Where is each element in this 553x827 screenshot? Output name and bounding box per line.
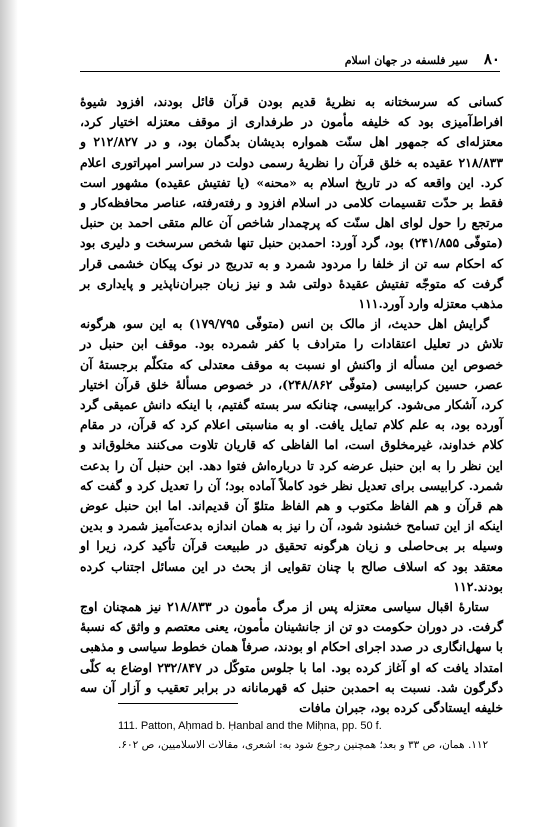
footnote-rule [118, 703, 238, 704]
page-number: ۸۰ [483, 50, 500, 68]
body-text [80, 92, 503, 718]
footnote-111: 111. Patton, Aḥmad b. Ḥanbal and the Miḥna, pp. 50 f. [118, 720, 382, 732]
page-header [80, 50, 500, 72]
paragraph: کسانی که سرسختانه به نظریۀ قدیم بودن قرآن قائل بودند، افزود شیوۀ افراط‌آمیزی بود که خلیفه مأمون در طرفداری از موقف معتزله اختیار کرد، معتزله‌ای که جمهور اهل سنّت همواره بدیشان بدگمان بود، و در ۲۱۲/۸۲۷ و ۲۱۸/۸۳۳ عقیده به خلق قرآن را نظریۀ رسمی دولت در سراسر امپراتوری اعلام کرد. این واقعه که در تاریخ اسلام به «محنه» (یا تفتیش عقیده) مشهور است فقط بر حدّت تقسیمات کلامی در اسلام افزود و رفته‌رفته، عناصر محافظه‌کار و مرتجع را حول لوای اهل سنّت که پرچمدار شاخص آن عالم متقی احمد بن حنبل (متوفّی ۲۴۱/۸۵۵) بود، گرد آورد: احمدبن حنبل تنها شخص سرسخت و دلیری بود که احکام سه تن از خلفا را مردود شمرد و به تدریج در نوک پیکان خشمی قرار گرفت که متوجّه تفتیش عقیدۀ دولتی شد و نیز زبان جبران‌ناپذیر و پایداری بر مذهب معتزله وارد آورد.۱۱۱ [80, 94, 503, 312]
paragraph: گرایش اهل حدیث، از مالک بن انس (متوفّی ۱۷۹/۷۹۵) به این سو، هرگونه تلاش در تعلیل اعتقادات را مترادف با کفر شمرده بود. موقف ابن حنبل در خصوص این مسأله از واکنش او نسبت به موقف معتدلی که متکلّم برجستۀ آن عصر، حسین کرابیسی (متوفّی ۲۴۸/۸۶۲)، در خصوص مسألۀ خلق قرآن اختیار کرد، آشکار می‌شود. کرابیسی، چنانکه سر بسته گفتیم، با اینکه دانش عمیقی گرد آورده بود، به علم کلام تمایل یافت. او به مناسبتی اعلام کرد که قرآن، در مقام کلام خداوند، غیرمخلوق است، اما الفاظی که قاریان تلاوت می‌کنند مخلوق‌اند و این نظر را به ابن حنبل عرضه کرد تا درباره‌اش فتوا دهد. ابن حنبل آن را بدعت شمرد. کرابیسی برای تعدیل نظر خود کاملاً آماده بود؛ آن را تعدیل کرد و گفت که هم قرآن و هم الفاظ مکتوب و هم الفاظ متلوّ آن قدیم‌اند. اما ابن حنبل عوض اینکه از این تسامح خشنود شود، آن را نیز به همان اندازه بدعت‌آمیز شمرد و بدین وسیله بر بی‌حاصلی و زیان هرگونه تحقیق در طبیعت قرآن تأکید کرد، زیرا او معتقد بود که اسلاف صالح با چنان تقوایی از بحث در این مسائل اجتناب کرده بودند.۱۱۲ [80, 316, 504, 594]
running-title: سیر فلسفه در جهان اسلام [344, 54, 468, 67]
paragraph: ستارۀ اقبال سیاسی معتزله پس از مرگ مأمون در ۲۱۸/۸۳۳ نیز همچنان اوج گرفت. در دوران حکومت دو تن از جانشینان مأمون، یعنی معتصم و واثق که نسبۀ با سهل‌انگاری در صدد اجرای احکام او بودند، صرفاً همان خطوط سیاسی و مذهبی امتداد یافت که او آغاز کرده بود. اما با جلوس متوکّل در ۲۳۲/۸۴۷ اوضاع به کلّی دگرگون شد. نسبت به احمدبن حنبل که قهرمانانه در برابر تعقیب و آزار آن سه خلیفه ایستادگی کرده بود، جبران مافات [80, 599, 503, 716]
scan-edge-shadow [0, 0, 18, 827]
footnote-112: ۱۱۲. همان، ص ۳۳ و بعد؛ همچنین رجوع شود به: اشعری، مقالات الاسلامیین، ص ۶۰۲. [118, 739, 489, 751]
header-rule [80, 71, 500, 72]
